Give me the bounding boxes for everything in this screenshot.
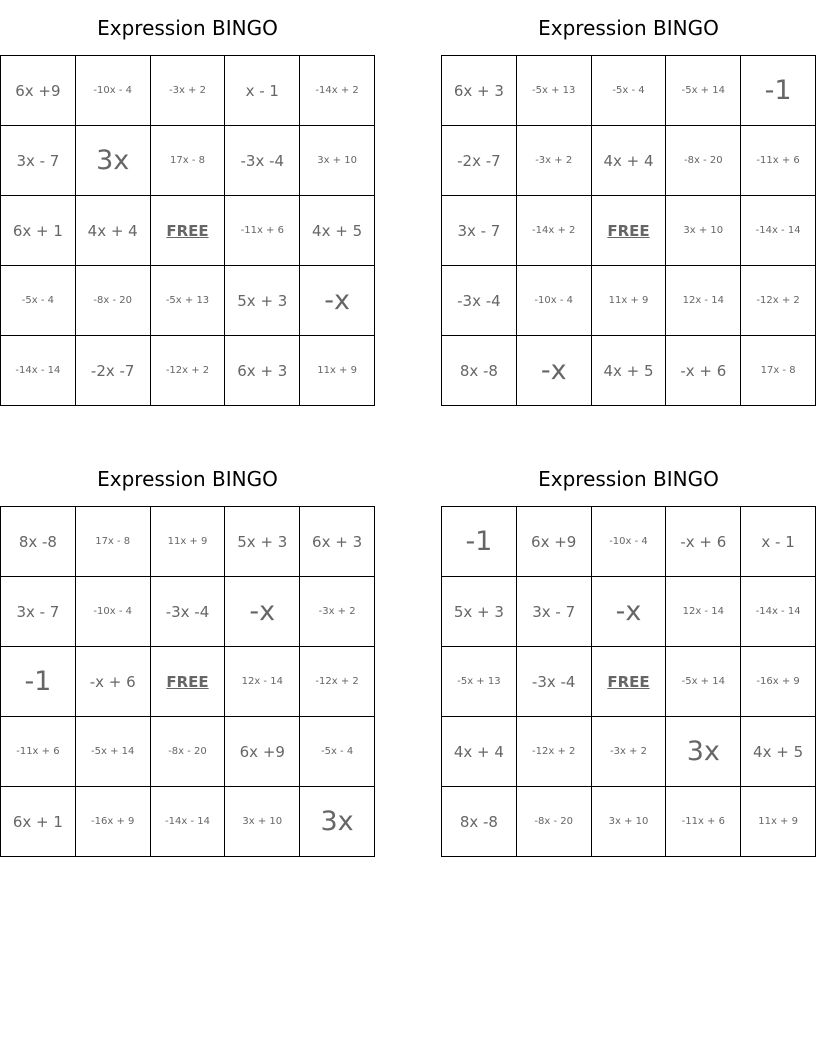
free-space: FREE [592, 647, 667, 717]
bingo-cell: -2x -7 [442, 126, 517, 196]
bingo-cell: 3x - 7 [517, 577, 592, 647]
bingo-grid [441, 55, 816, 406]
free-space: FREE [151, 196, 226, 266]
bingo-cell: 12x - 14 [225, 647, 300, 717]
bingo-cell: -5x + 14 [76, 717, 151, 787]
bingo-cell: 11x + 9 [151, 507, 226, 577]
bingo-cell: -12x + 2 [517, 717, 592, 787]
bingo-cell: 5x + 3 [225, 507, 300, 577]
bingo-cell: 3x - 7 [1, 577, 76, 647]
bingo-cell: -14x + 2 [300, 56, 375, 126]
bingo-cell: -x [592, 577, 667, 647]
bingo-cell: 3x + 10 [300, 126, 375, 196]
bingo-cell: -5x - 4 [592, 56, 667, 126]
bingo-cell: 4x + 5 [592, 336, 667, 406]
free-space: FREE [151, 647, 226, 717]
bingo-cell: 12x - 14 [666, 266, 741, 336]
bingo-grid [0, 55, 375, 406]
bingo-cell: -11x + 6 [225, 196, 300, 266]
bingo-cell: x - 1 [225, 56, 300, 126]
bingo-cell: -14x + 2 [517, 196, 592, 266]
bingo-cell: 17x - 8 [151, 126, 226, 196]
bingo-cell: -8x - 20 [76, 266, 151, 336]
bingo-cell: -12x + 2 [300, 647, 375, 717]
bingo-cell: 8x -8 [1, 507, 76, 577]
bingo-cell: 6x +9 [1, 56, 76, 126]
bingo-cell: 4x + 4 [592, 126, 667, 196]
bingo-cell: -5x + 13 [517, 56, 592, 126]
bingo-cell: -14x - 14 [741, 577, 816, 647]
bingo-cell: -x + 6 [666, 507, 741, 577]
bingo-cell: -14x - 14 [741, 196, 816, 266]
bingo-cell: 5x + 3 [442, 577, 517, 647]
bingo-cell: 6x + 3 [442, 56, 517, 126]
bingo-cell: -x [517, 336, 592, 406]
bingo-cell: -5x + 13 [442, 647, 517, 717]
bingo-cell: -10x - 4 [517, 266, 592, 336]
bingo-cell: 4x + 4 [442, 717, 517, 787]
bingo-cell: 3x - 7 [442, 196, 517, 266]
bingo-cell: 11x + 9 [741, 787, 816, 857]
bingo-cell: -x + 6 [666, 336, 741, 406]
bingo-cell: -10x - 4 [592, 507, 667, 577]
bingo-cell: 3x + 10 [666, 196, 741, 266]
bingo-cell: 6x + 1 [1, 196, 76, 266]
bingo-cell: 3x [666, 717, 741, 787]
bingo-grid [441, 506, 816, 857]
card-title: Expression BINGO [538, 16, 719, 40]
bingo-cell: 11x + 9 [300, 336, 375, 406]
bingo-cell: 3x [76, 126, 151, 196]
bingo-cell: -5x + 13 [151, 266, 226, 336]
bingo-cell: -12x + 2 [151, 336, 226, 406]
bingo-cell: -1 [442, 507, 517, 577]
bingo-grid [0, 506, 375, 857]
bingo-cell: 6x + 3 [300, 507, 375, 577]
bingo-cell: -3x -4 [151, 577, 226, 647]
bingo-cell: -3x -4 [225, 126, 300, 196]
bingo-cell: -3x + 2 [300, 577, 375, 647]
bingo-cell: 4x + 5 [300, 196, 375, 266]
bingo-cell: -3x -4 [517, 647, 592, 717]
bingo-cell: -10x - 4 [76, 56, 151, 126]
bingo-cell: 6x +9 [225, 717, 300, 787]
bingo-cell: -3x + 2 [592, 717, 667, 787]
bingo-cell: -12x + 2 [741, 266, 816, 336]
card-title: Expression BINGO [538, 467, 719, 491]
bingo-cell: 8x -8 [442, 787, 517, 857]
bingo-cell: 11x + 9 [592, 266, 667, 336]
bingo-cell: 17x - 8 [76, 507, 151, 577]
bingo-cell: 6x + 1 [1, 787, 76, 857]
bingo-cell: -14x - 14 [1, 336, 76, 406]
bingo-cell: -5x - 4 [300, 717, 375, 787]
bingo-cell: 6x + 3 [225, 336, 300, 406]
bingo-cell: -1 [741, 56, 816, 126]
bingo-cell: -x [300, 266, 375, 336]
card-title: Expression BINGO [97, 467, 278, 491]
bingo-cell: -5x + 14 [666, 647, 741, 717]
bingo-cell: -16x + 9 [741, 647, 816, 717]
bingo-cell: 17x - 8 [741, 336, 816, 406]
card-title: Expression BINGO [97, 16, 278, 40]
bingo-cell: -11x + 6 [741, 126, 816, 196]
bingo-cell: -8x - 20 [151, 717, 226, 787]
bingo-cell: -8x - 20 [666, 126, 741, 196]
bingo-cell: -10x - 4 [76, 577, 151, 647]
bingo-cell: -3x + 2 [517, 126, 592, 196]
bingo-cell: -8x - 20 [517, 787, 592, 857]
bingo-cell: -16x + 9 [76, 787, 151, 857]
bingo-cell: 3x - 7 [1, 126, 76, 196]
bingo-cell: -x + 6 [76, 647, 151, 717]
bingo-cell: 5x + 3 [225, 266, 300, 336]
bingo-cell: -3x -4 [442, 266, 517, 336]
bingo-cell: 8x -8 [442, 336, 517, 406]
bingo-cell: -x [225, 577, 300, 647]
bingo-cell: -14x - 14 [151, 787, 226, 857]
bingo-cell: -11x + 6 [1, 717, 76, 787]
bingo-cell: 4x + 5 [741, 717, 816, 787]
bingo-cell: x - 1 [741, 507, 816, 577]
bingo-cell: -11x + 6 [666, 787, 741, 857]
bingo-cell: 6x +9 [517, 507, 592, 577]
bingo-cell: 12x - 14 [666, 577, 741, 647]
bingo-cell: -3x + 2 [151, 56, 226, 126]
bingo-cell: 3x + 10 [225, 787, 300, 857]
bingo-cell: 4x + 4 [76, 196, 151, 266]
bingo-cell: -5x - 4 [1, 266, 76, 336]
bingo-cell: -5x + 14 [666, 56, 741, 126]
bingo-cell: -2x -7 [76, 336, 151, 406]
bingo-cell: 3x + 10 [592, 787, 667, 857]
bingo-cell: -1 [1, 647, 76, 717]
free-space: FREE [592, 196, 667, 266]
bingo-cell: 3x [300, 787, 375, 857]
